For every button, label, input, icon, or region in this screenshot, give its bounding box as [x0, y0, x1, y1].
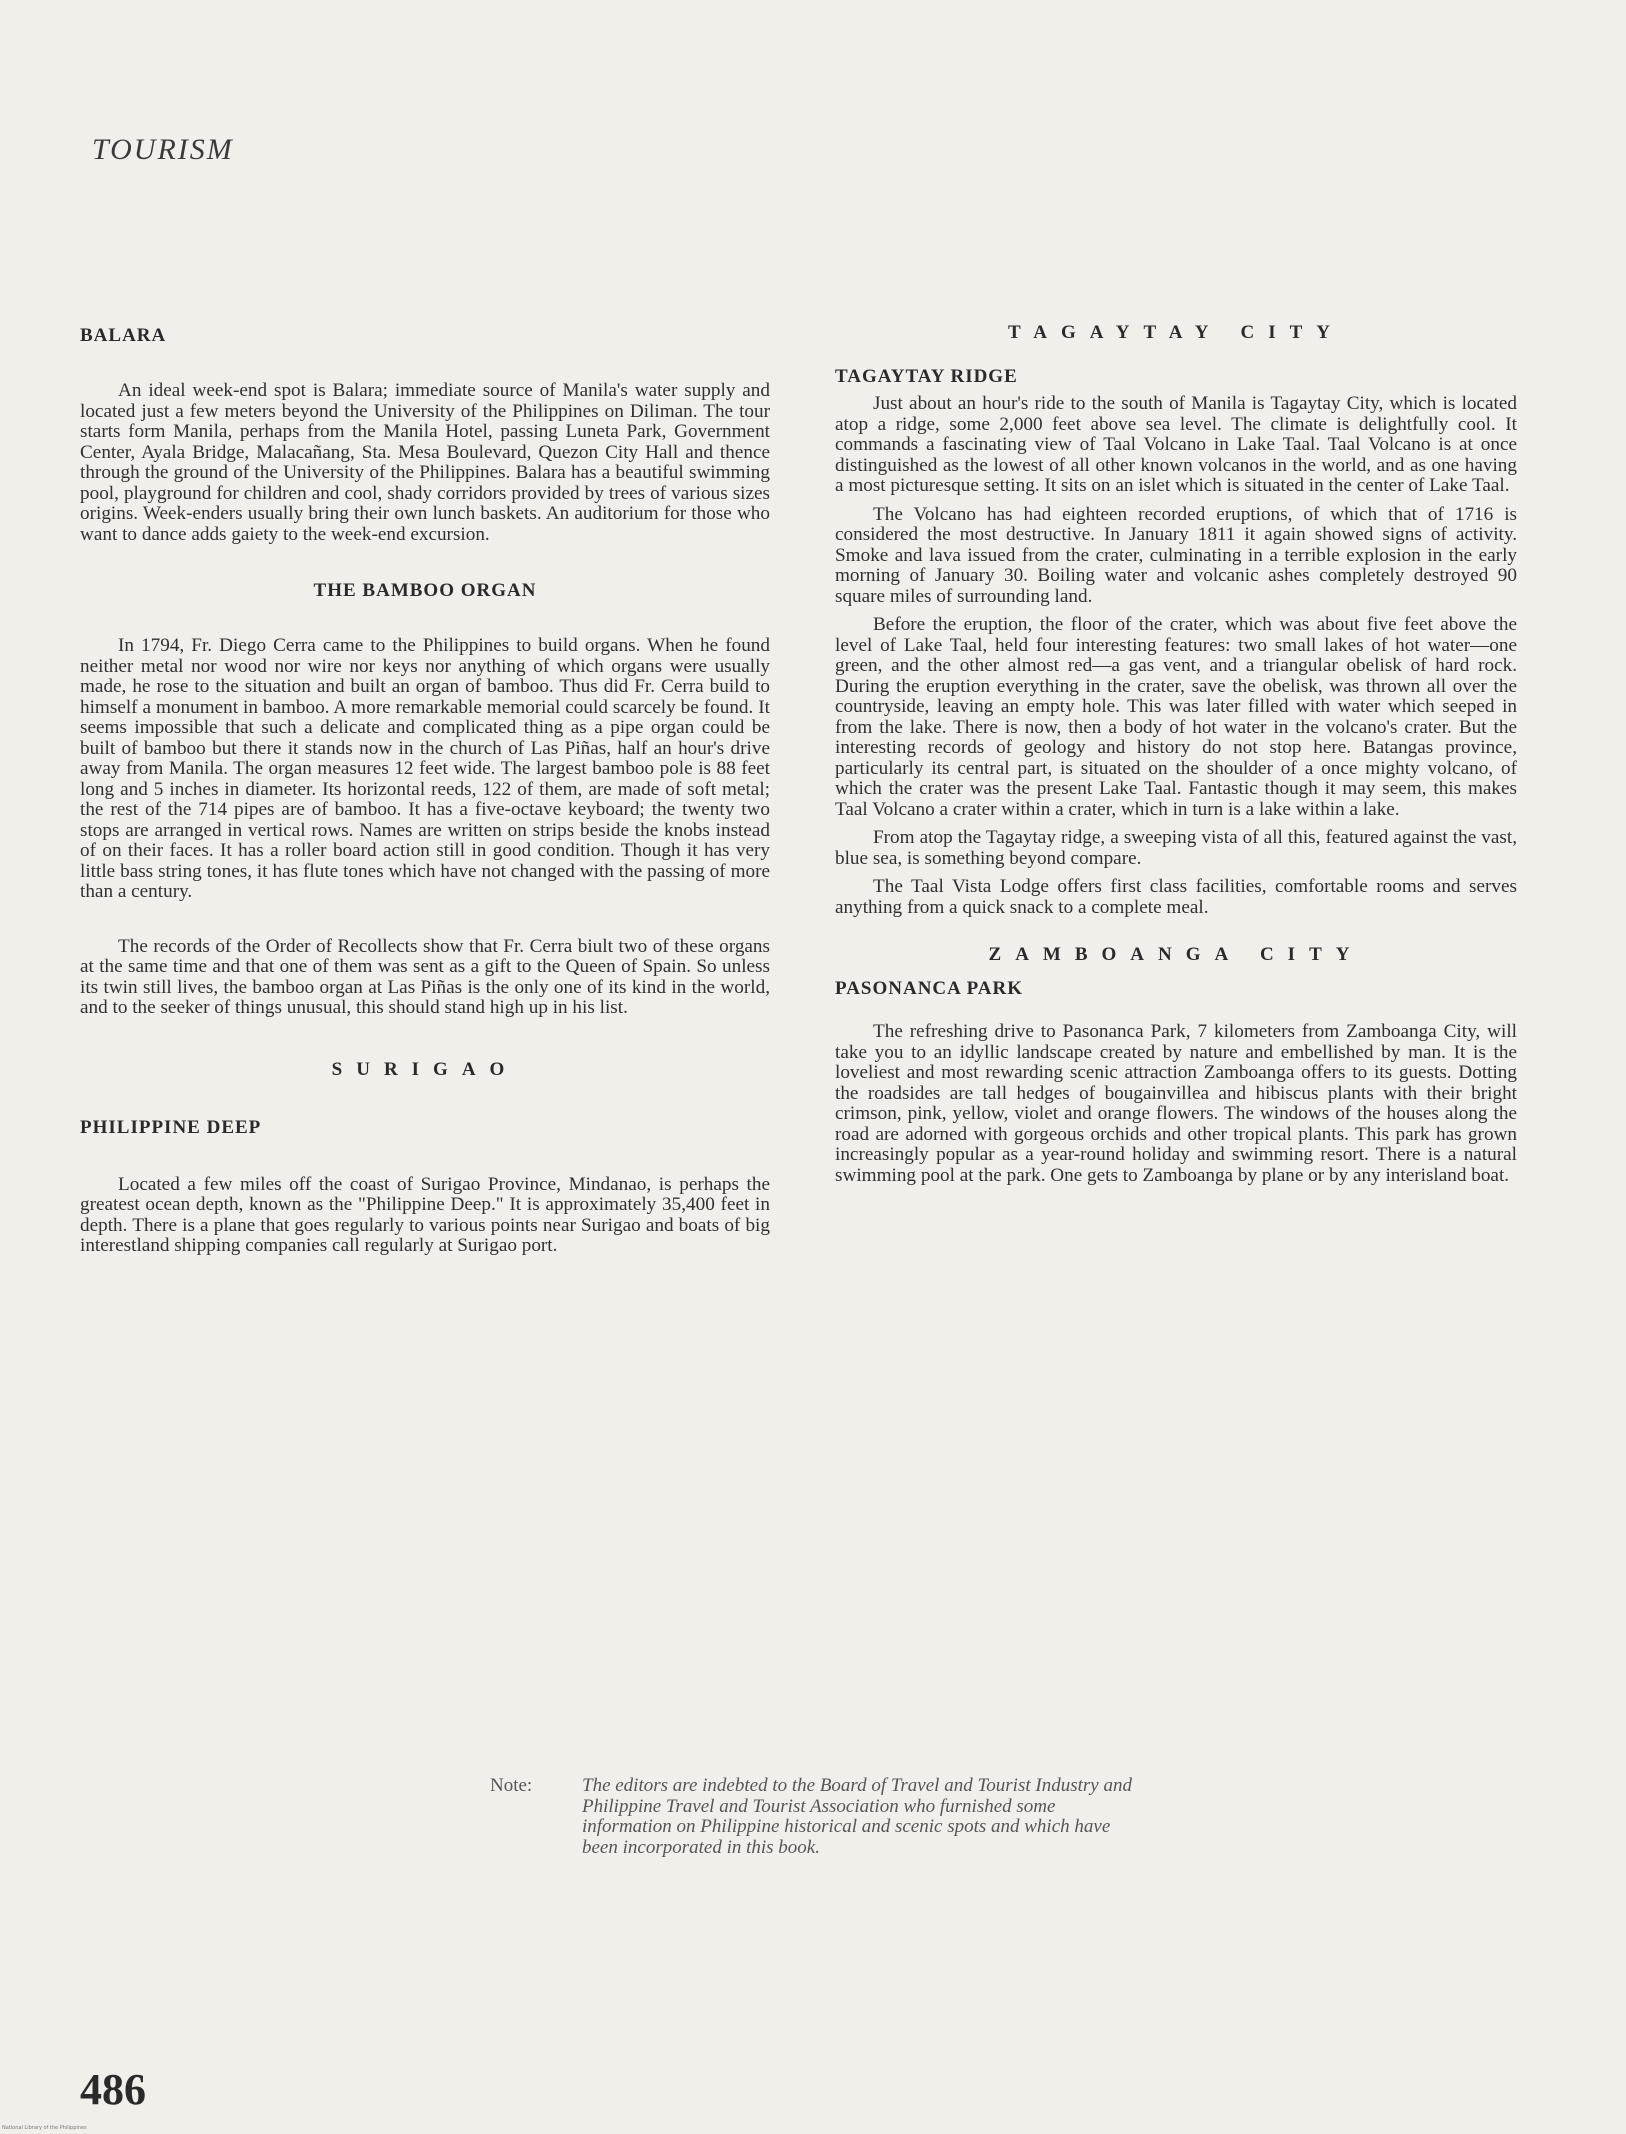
heading-pasonanca-park: PASONANCA PARK [835, 978, 1023, 999]
city-heading-zamboanga: ZAMBOANGA CITY [988, 944, 1364, 965]
heading-philippine-deep: PHILIPPINE DEEP [80, 1116, 262, 1138]
heading-balara: BALARA [80, 325, 167, 346]
paragraph-philippine-deep: Located a few miles off the coast of Surigao Province, Mindanao, is perhaps the greatest ocean depth, known as the "Philippine Deep." It is approximately 35,400 feet in depth. There is a plane that goes regularly to various points near Surigao and boats of big interestland shipping companies call regularly at Surigao port. [80, 1173, 770, 1256]
paragraph-tagaytay-2: The Volcano has had eighteen recorded eruptions, of which that of 1716 is considered the most destructive. In January 1811 it again showed signs of activity. Smoke and lava issued from the crater, culminating in a terrible explosion in the early morning of January 30. Boiling water and volcanic ashes completely destroyed 90 square miles of surrounding land. [835, 503, 1517, 607]
paragraph-tagaytay-3: Before the eruption, the floor of the crater, which was about five feet above the level of Lake Taal, held four interesting features: two small lakes of hot water—one green, and the other almost red—a gas vent, and a triangular obelisk of hard rock. During the eruption everything in the crater, save the obelisk, was thrown all over the countryside, leaving an empty hole. This was later filled with water which seeped in from the lake. There is now, then a body of hot water in the volcano's crater. But the interesting records of geology and history do not stop here. Batangas province, particularly its central part, is situated on the shoulder of a once mighty volcano, of which the crater was the present Lake Taal. Fantastic though it may seem, this makes Taal Volcano a crater within a crater, which in turn is a lake within a lake. [835, 614, 1517, 820]
city-heading-tagaytay: TAGAYTAY CITY [1008, 322, 1344, 343]
city-heading-surigao: SURIGAO [331, 1058, 519, 1080]
paragraph-tagaytay-5: The Taal Vista Lodge offers first class facilities, comfortable rooms and serves anything from a quick snack to a complete meal. [835, 876, 1517, 918]
paragraph-pasonanca-park: The refreshing drive to Pasonanca Park, 7 kilometers from Zamboanga City, will take you to an idyllic landscape created by nature and embellished by man. It is the loveliest and most rewarding scenic attraction Zamboanga offers to its guests. Dotting the roadsides are tall hedges of bougainvillea and hibiscus plants with their bright crimson, pink, yellow, violet and orange flowers. The windows of the houses along the road are adorned with gorgeous orchids and other tropical plants. This park has grown increasingly popular as a year-round holiday and swimming resort. There is a natural swimming pool at the park. One gets to Zamboanga by plane or by any interisland boat. [835, 1021, 1517, 1186]
note-label: Note: [490, 1775, 533, 1796]
heading-tagaytay-ridge: TAGAYTAY RIDGE [835, 366, 1018, 387]
paragraph-tagaytay-1: Just about an hour's ride to the south of Manila is Tagaytay City, which is located atop a ridge, some 2,000 feet above sea level. The climate is delightfully cool. It commands a fascinating view of Taal Volcano in Lake Taal. Taal Volcano is at once distinguished as the lowest of all other known volcanos in the world, and as one having a most picturesque setting. It sits on an islet which is situated in the center of Lake Taal. [835, 393, 1517, 496]
note-text: The editors are indebted to the Board of Travel and Tourist Industry and Philippine Travel and Tourist Association who furnished some information on Philippine historical and scenic spots and which have been incorporated in this book. [582, 1775, 1132, 1858]
library-credit: National Library of the Philippines [2, 2125, 87, 2131]
paragraph-balara: An ideal week-end spot is Balara; immediate source of Manila's water supply and located just a few meters beyond the University of the Philippines on Diliman. The tour starts form Manila, perhaps from the Manila Hotel, passing Luneta Park, Government Center, Ayala Bridge, Malacañang, Sta. Mesa Boulevard, Quezon City Hall and thence through the ground of the University of the Philippines. Balara has a beautiful swimming pool, playground for children and cool, shady corridors provided by trees of various sizes origins. Week-enders usually bring their own lunch baskets. An auditorium for those who want to dance adds gaiety to the week-end excursion. [80, 380, 770, 545]
left-column [80, 322, 770, 1257]
paragraph-bamboo-organ-1: In 1794, Fr. Diego Cerra came to the Philippines to build organs. When he found neither metal nor wood nor wire nor keys nor anything of which organs were usually made, he rose to the situation and built an organ of bamboo. Thus did Fr. Cerra build to himself a monument in bamboo. A more remarkable memorial could scarcely be found. It seems impossible that such a delicate and complicated thing as a pipe organ could be built of bamboo but there it stands now in the church of Las Piñas, half an hour's drive away from Manila. The organ measures 12 feet wide. The largest bamboo pole is 88 feet long and 5 inches in diameter. Its horizontal reeds, 122 of them, are made of soft metal; the rest of the 714 pipes are of bamboo. It has a five-octave keyboard; the twenty two stops are arranged in vertical rows. Names are written on strips beside the knobs instead of on their faces. It has a roller board action still in good condition. Though it has very little bass string tones, it has flute tones which have not changed with the passing of more than a century. [80, 635, 770, 902]
heading-bamboo-organ: THE BAMBOO ORGAN [313, 580, 537, 601]
page-number: 486 [80, 2065, 146, 2114]
running-header: TOURISM [92, 133, 234, 166]
right-column [835, 322, 1517, 1186]
paragraph-bamboo-organ-2: The records of the Order of Recollects show that Fr. Cerra biult two of these organs at the same time and that one of them was sent as a gift to the Queen of Spain. So unless its twin still lives, the bamboo organ at Las Piñas is the only one of its kind in the world, and to the seeker of things unusual, this should stand high up in his list. [80, 935, 770, 1018]
paragraph-tagaytay-4: From atop the Tagaytay ridge, a sweeping vista of all this, featured against the vast, blue sea, is something beyond compare. [835, 827, 1517, 869]
